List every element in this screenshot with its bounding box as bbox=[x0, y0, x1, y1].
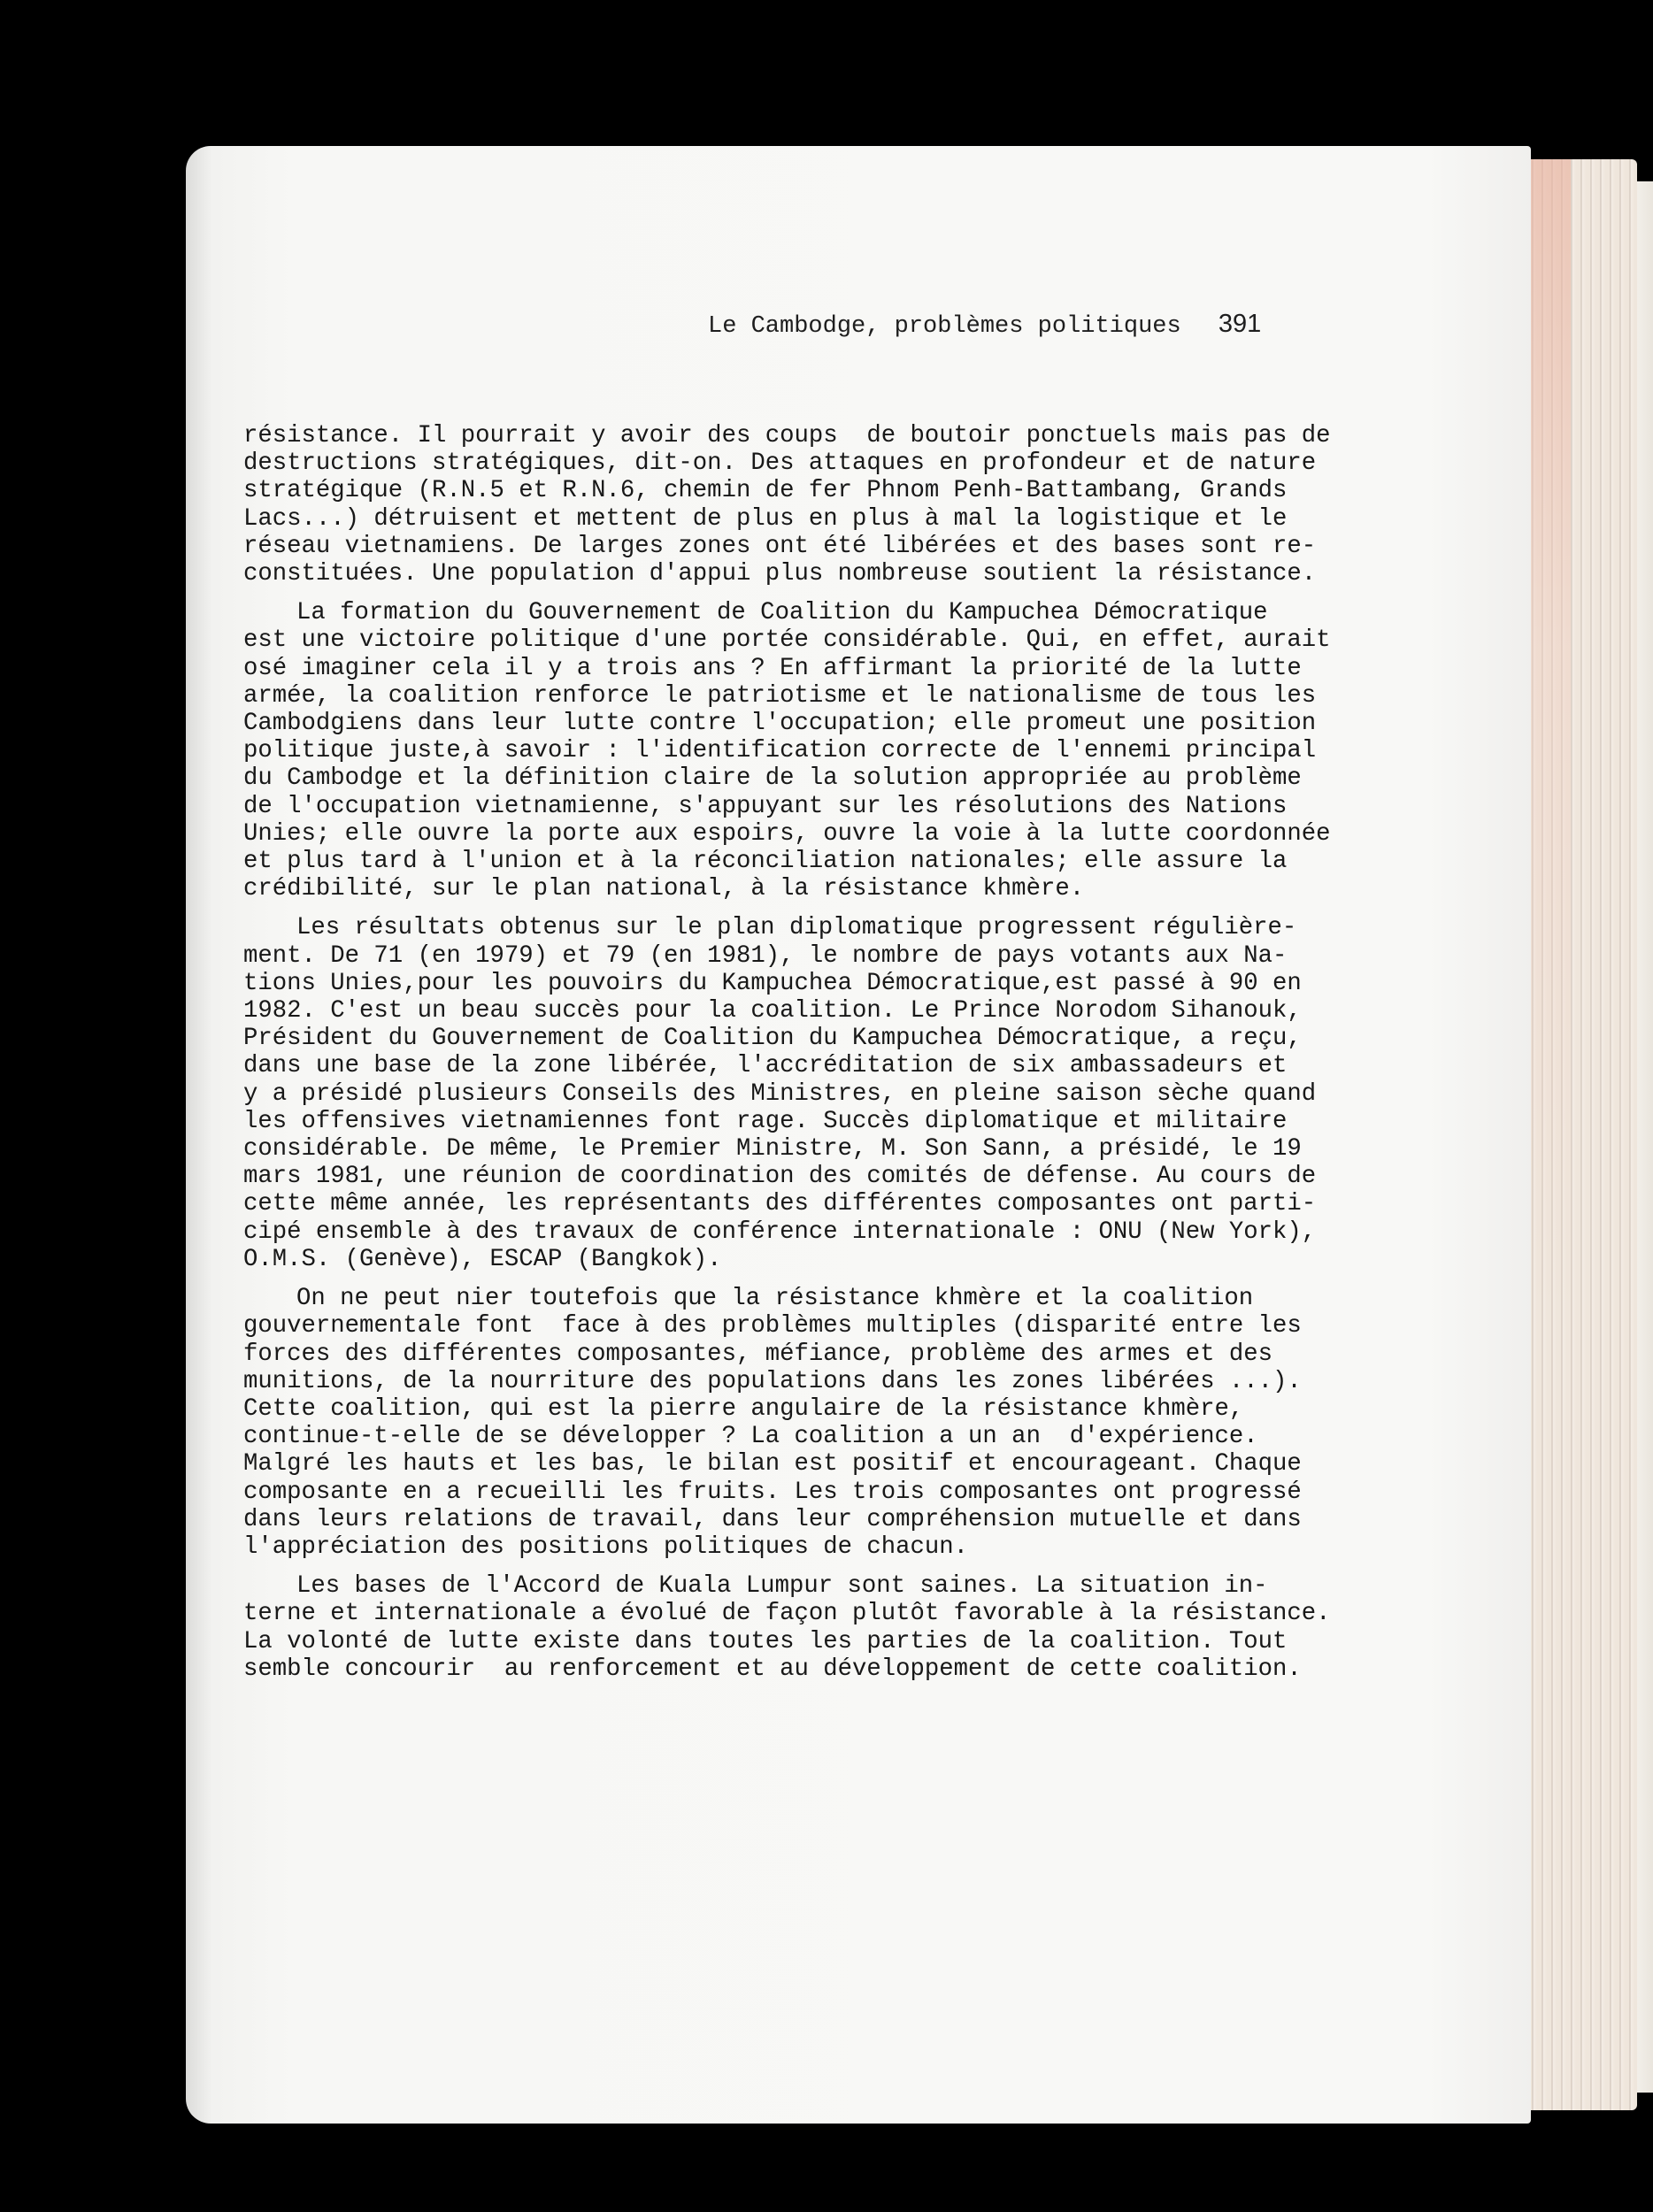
body-text bbox=[243, 422, 1341, 1694]
paragraph bbox=[243, 422, 1341, 588]
text-line: politique juste,à savoir : l'identification correcte de l'ennemi principal bbox=[243, 737, 1317, 765]
text-line: crédibilité, sur le plan national, à la résistance khmère. bbox=[243, 875, 1085, 903]
text-line: semble concourir au renforcement et au développement de cette coalition. bbox=[243, 1655, 1302, 1683]
text-line: continue-t-elle de se développer ? La coalition a un an d'expérience. bbox=[243, 1423, 1258, 1451]
text-line: de l'occupation vietnamienne, s'appuyant sur les résolutions des Nations bbox=[243, 792, 1288, 820]
text-line: tions Unies,pour les pouvoirs du Kampuchea Démocratique,est passé à 90 en bbox=[243, 969, 1302, 997]
text-line: y a présidé plusieurs Conseils des Ministres, en pleine saison sèche quand bbox=[243, 1079, 1317, 1108]
text-line: La formation du Gouvernement de Coalition du Kampuchea Démocratique bbox=[296, 599, 1268, 627]
text-line: stratégique (R.N.5 et R.N.6, chemin de fer Phnom Penh-Battambang, Grands bbox=[243, 477, 1288, 505]
text-line: armée, la coalition renforce le patriotisme et le nationalisme de tous les bbox=[243, 681, 1317, 710]
text-line: les offensives vietnamiennes font rage. Succès diplomatique et militaire bbox=[243, 1107, 1288, 1135]
text-line: cette même année, les représentants des différentes composantes ont parti- bbox=[243, 1190, 1317, 1218]
paragraph bbox=[243, 599, 1341, 902]
text-line: dans leurs relations de travail, dans leur compréhension mutuelle et dans bbox=[243, 1505, 1302, 1533]
text-line: réseau vietnamiens. De larges zones ont été libérées et des bases sont re- bbox=[243, 532, 1317, 560]
text-line: munitions, de la nourriture des populations dans les zones libérées ...). bbox=[243, 1367, 1302, 1395]
text-line: est une victoire politique d'une portée considérable. Qui, en effet, aurait bbox=[243, 626, 1331, 655]
running-title: Le Cambodge, problèmes politiques bbox=[708, 313, 1181, 340]
text-line: Cambodgiens dans leur lutte contre l'occupation; elle promeut une position bbox=[243, 710, 1317, 738]
text-line: cipé ensemble à des travaux de conférence internationale : ONU (New York), bbox=[243, 1217, 1317, 1246]
text-line: destructions stratégiques, dit-on. Des attaques en profondeur et de nature bbox=[243, 449, 1317, 478]
text-line: osé imaginer cela il y a trois ans ? En affirmant la priorité de la lutte bbox=[243, 654, 1302, 682]
text-line: terne et internationale a évolué de façon plutôt favorable à la résistance. bbox=[243, 1600, 1331, 1628]
text-line: Malgré les hauts et les bas, le bilan est positif et encourageant. Chaque bbox=[243, 1450, 1302, 1479]
text-line: composante en a recueilli les fruits. Les trois composantes ont progressé bbox=[243, 1478, 1302, 1506]
text-line: considérable. De même, le Premier Ministre, M. Son Sann, a présidé, le 19 bbox=[243, 1135, 1302, 1164]
text-line: l'appréciation des positions politiques de chacun. bbox=[243, 1532, 969, 1561]
text-line: On ne peut nier toutefois que la résistance khmère et la coalition bbox=[296, 1285, 1254, 1313]
text-line: dans une base de la zone libérée, l'accréditation de six ambassadeurs et bbox=[243, 1052, 1288, 1080]
text-line: et plus tard à l'union et à la réconciliation nationales; elle assure la bbox=[243, 848, 1288, 876]
text-line: du Cambodge et la définition claire de la solution appropriée au problème bbox=[243, 764, 1302, 793]
text-line: O.M.S. (Genève), ESCAP (Bangkok). bbox=[243, 1245, 722, 1273]
page bbox=[186, 146, 1531, 2124]
text-line: ment. De 71 (en 1979) et 79 (en 1981), le nombre de pays votants aux Na- bbox=[243, 941, 1288, 970]
text-line: Président du Gouvernement de Coalition du Kampuchea Démocratique, a reçu, bbox=[243, 1025, 1302, 1053]
text-line: forces des différentes composantes, méfiance, problème des armes et des bbox=[243, 1340, 1273, 1368]
text-line: mars 1981, une réunion de coordination des comités de défense. Au cours de bbox=[243, 1163, 1317, 1191]
text-line: gouvernementale font face à des problèmes multiples (disparité entre les bbox=[243, 1312, 1302, 1340]
book bbox=[186, 146, 1487, 2124]
text-line: Les bases de l'Accord de Kuala Lumpur sont saines. La situation in- bbox=[296, 1572, 1268, 1601]
text-line: Cette coalition, qui est la pierre angulaire de la résistance khmère, bbox=[243, 1394, 1244, 1423]
running-header bbox=[708, 310, 1451, 340]
text-line: 1982. C'est un beau succès pour la coalition. Le Prince Norodom Sihanouk, bbox=[243, 997, 1302, 1025]
text-line: La volonté de lutte existe dans toutes les parties de la coalition. Tout bbox=[243, 1627, 1288, 1655]
text-line: Lacs...) détruisent et mettent de plus en plus à mal la logistique et le bbox=[243, 504, 1288, 533]
text-line: résistance. Il pourrait y avoir des coups de boutoir ponctuels mais pas de bbox=[243, 422, 1331, 449]
paragraph bbox=[243, 1572, 1341, 1683]
paragraph bbox=[243, 1285, 1341, 1561]
text-line: Unies; elle ouvre la porte aux espoirs, ouvre la voie à la lutte coordonnée bbox=[243, 819, 1331, 848]
text-line: Les résultats obtenus sur le plan diplomatique progressent régulière- bbox=[296, 914, 1297, 942]
page-number: 391 bbox=[1218, 310, 1262, 338]
page-edges bbox=[1518, 159, 1637, 2110]
text-line: constituées. Une population d'appui plus nombreuse soutient la résistance. bbox=[243, 560, 1317, 588]
paragraph bbox=[243, 914, 1341, 1273]
